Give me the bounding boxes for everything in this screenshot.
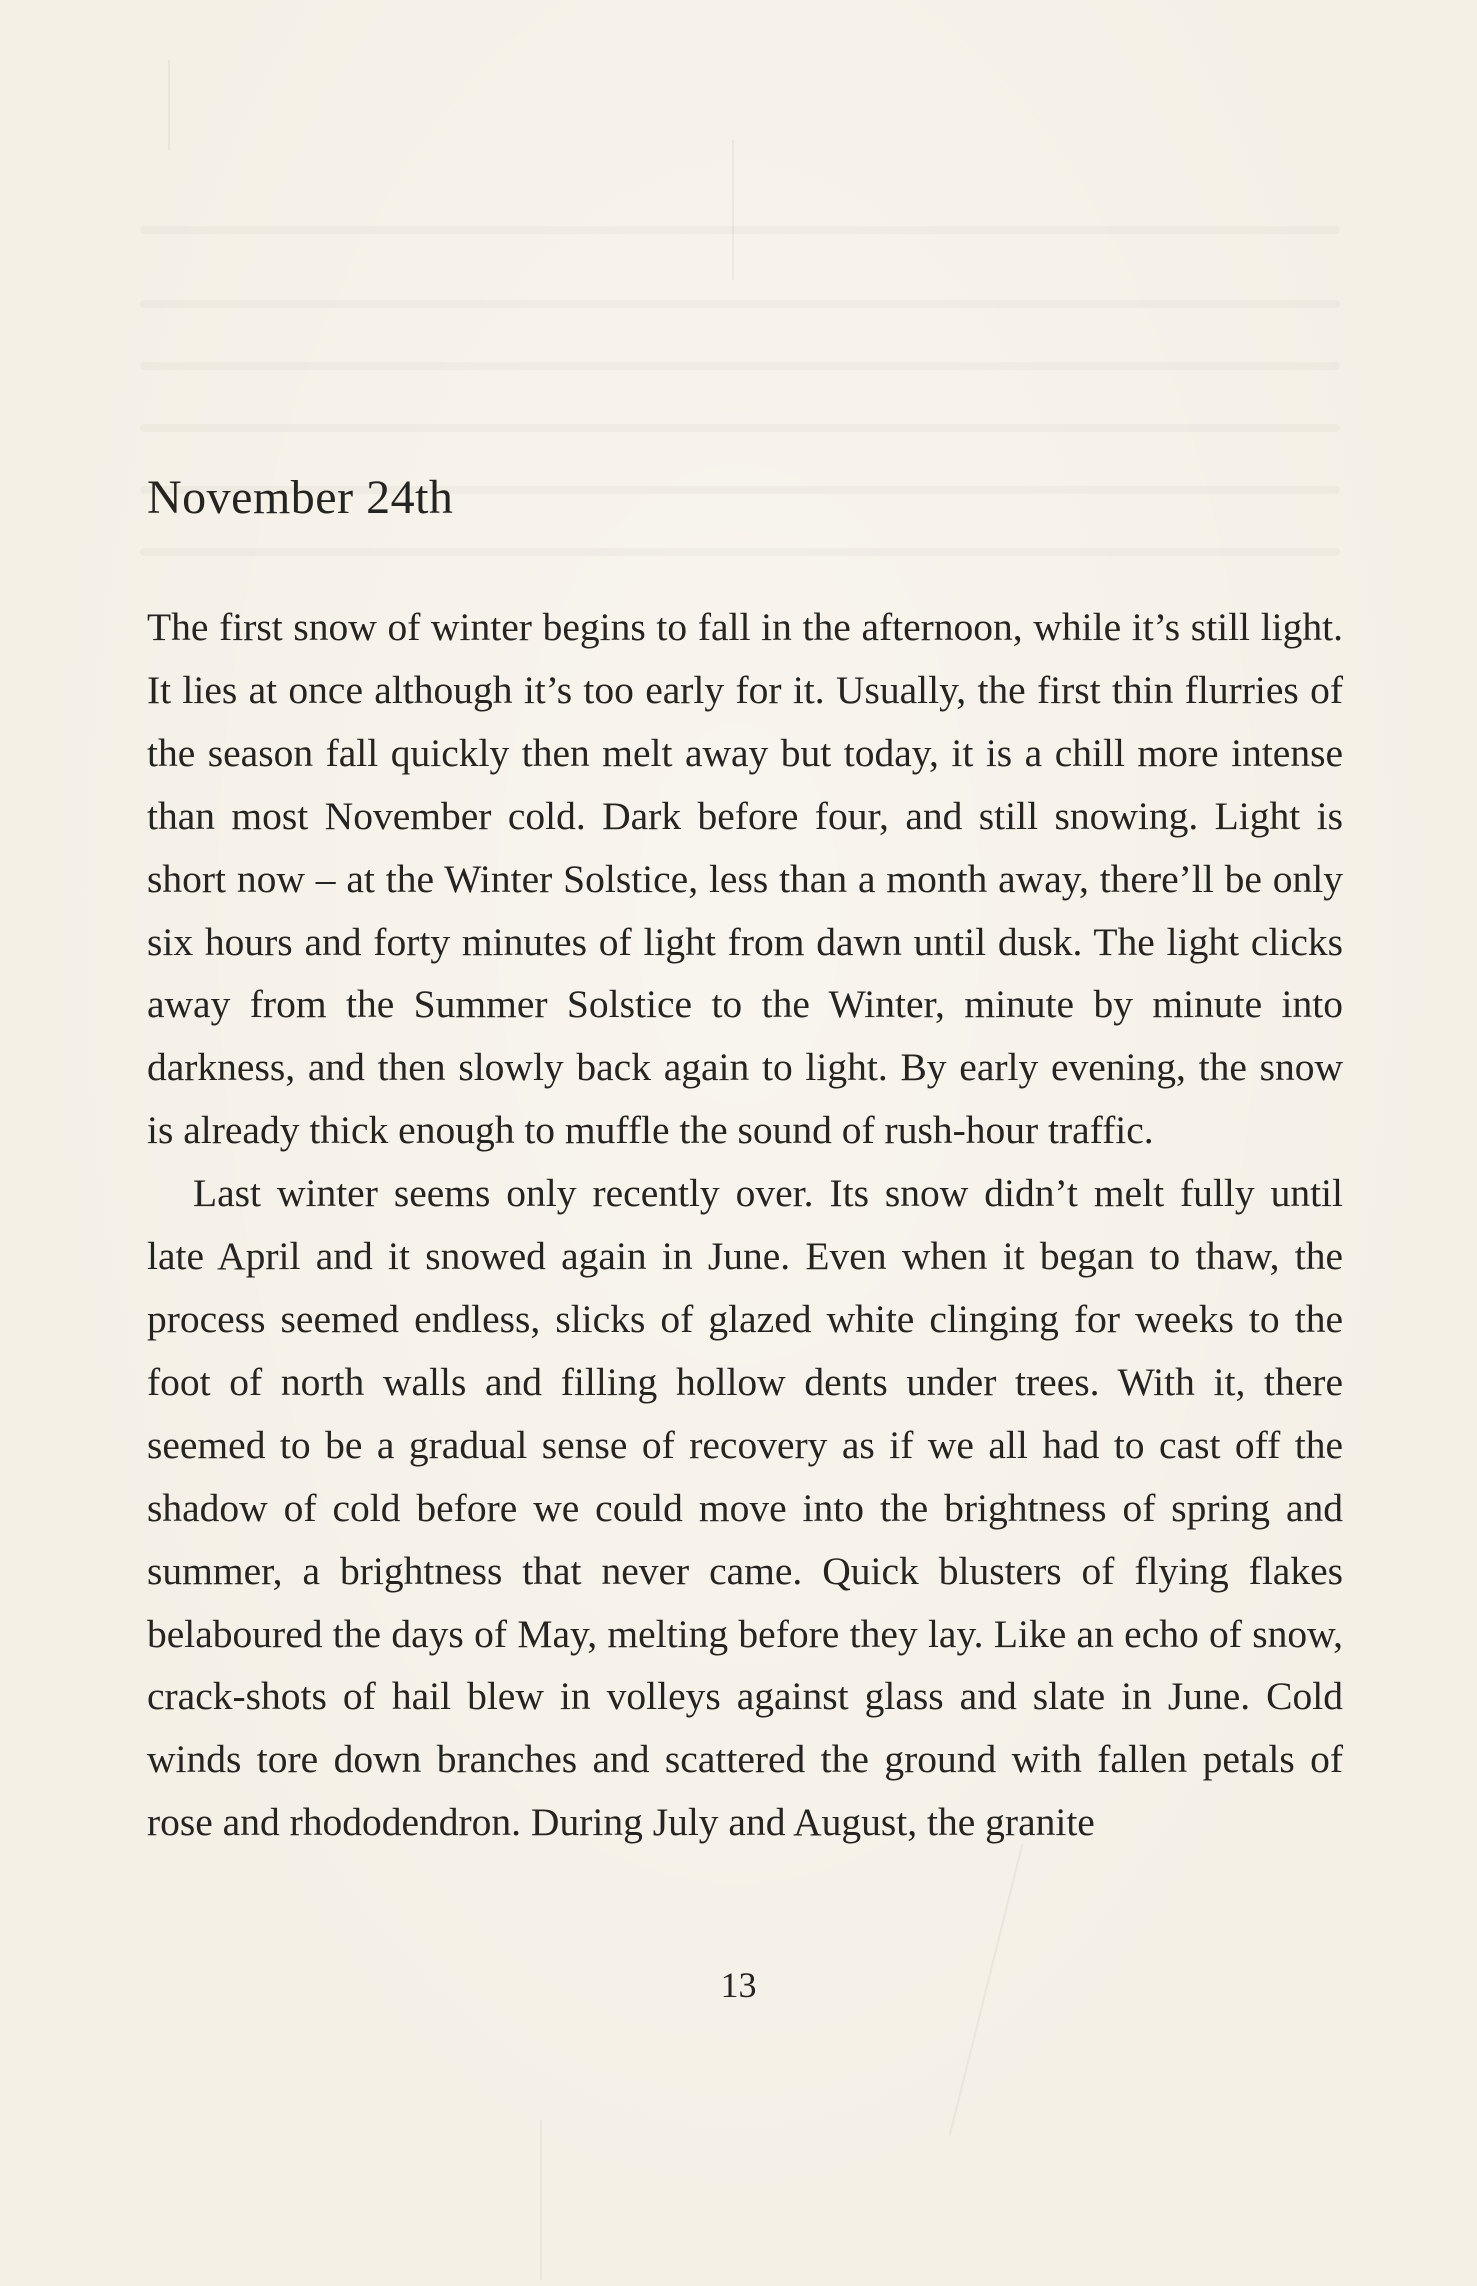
entry-body	[147, 596, 1343, 1854]
paper-crease	[732, 140, 734, 280]
paragraph-2: Last winter seems only recently over. Its snow didn’t melt fully until late April and it snowed again in June. Even when it began to thaw, the process seemed endless, slicks of glazed white clinging for weeks to the foot of north walls and filling hollow dents under trees. With it, there seemed to be a gradual sense of recovery as if we all had to cast off the shadow of cold before we could move into the brightness of spring and summer, a brightness that never came. Quick blusters of flying flakes belaboured the days of May, melting before they lay. Like an echo of snow, crack-shots of hail blew in volleys against glass and slate in June. Cold winds tore down branches and scattered the ground with fallen petals of rose and rhododendron. During July and August, the granite	[147, 1171, 1343, 1845]
entry-title: November 24th	[147, 471, 454, 524]
page-number: 13	[720, 1965, 757, 2005]
show-through-line	[140, 226, 1340, 234]
paper-crease	[168, 60, 170, 150]
show-through-line	[140, 424, 1340, 432]
show-through-line	[140, 300, 1340, 308]
paragraph-1: The first snow of winter begins to fall in the afternoon, while it’s still light. It lies at once although it’s too early for it. Usually, the first thin flurries of the season fall quickly then melt away but today, it is a chill more intense than most November cold. Dark before four, and still snowing. Light is short now – at the Winter Solstice, less than a month away, there’ll be only six hours and forty minutes of light from dawn until dusk. The light clicks away from the Summer Solstice to the Winter, minute by minute into darkness, and then slowly back again to light. By early evening, the snow is already thick enough to muffle the sound of rush-hour traffic.	[147, 605, 1343, 1153]
show-through-line	[140, 362, 1340, 370]
show-through-line	[140, 548, 1340, 556]
paper-crease	[540, 2120, 542, 2280]
